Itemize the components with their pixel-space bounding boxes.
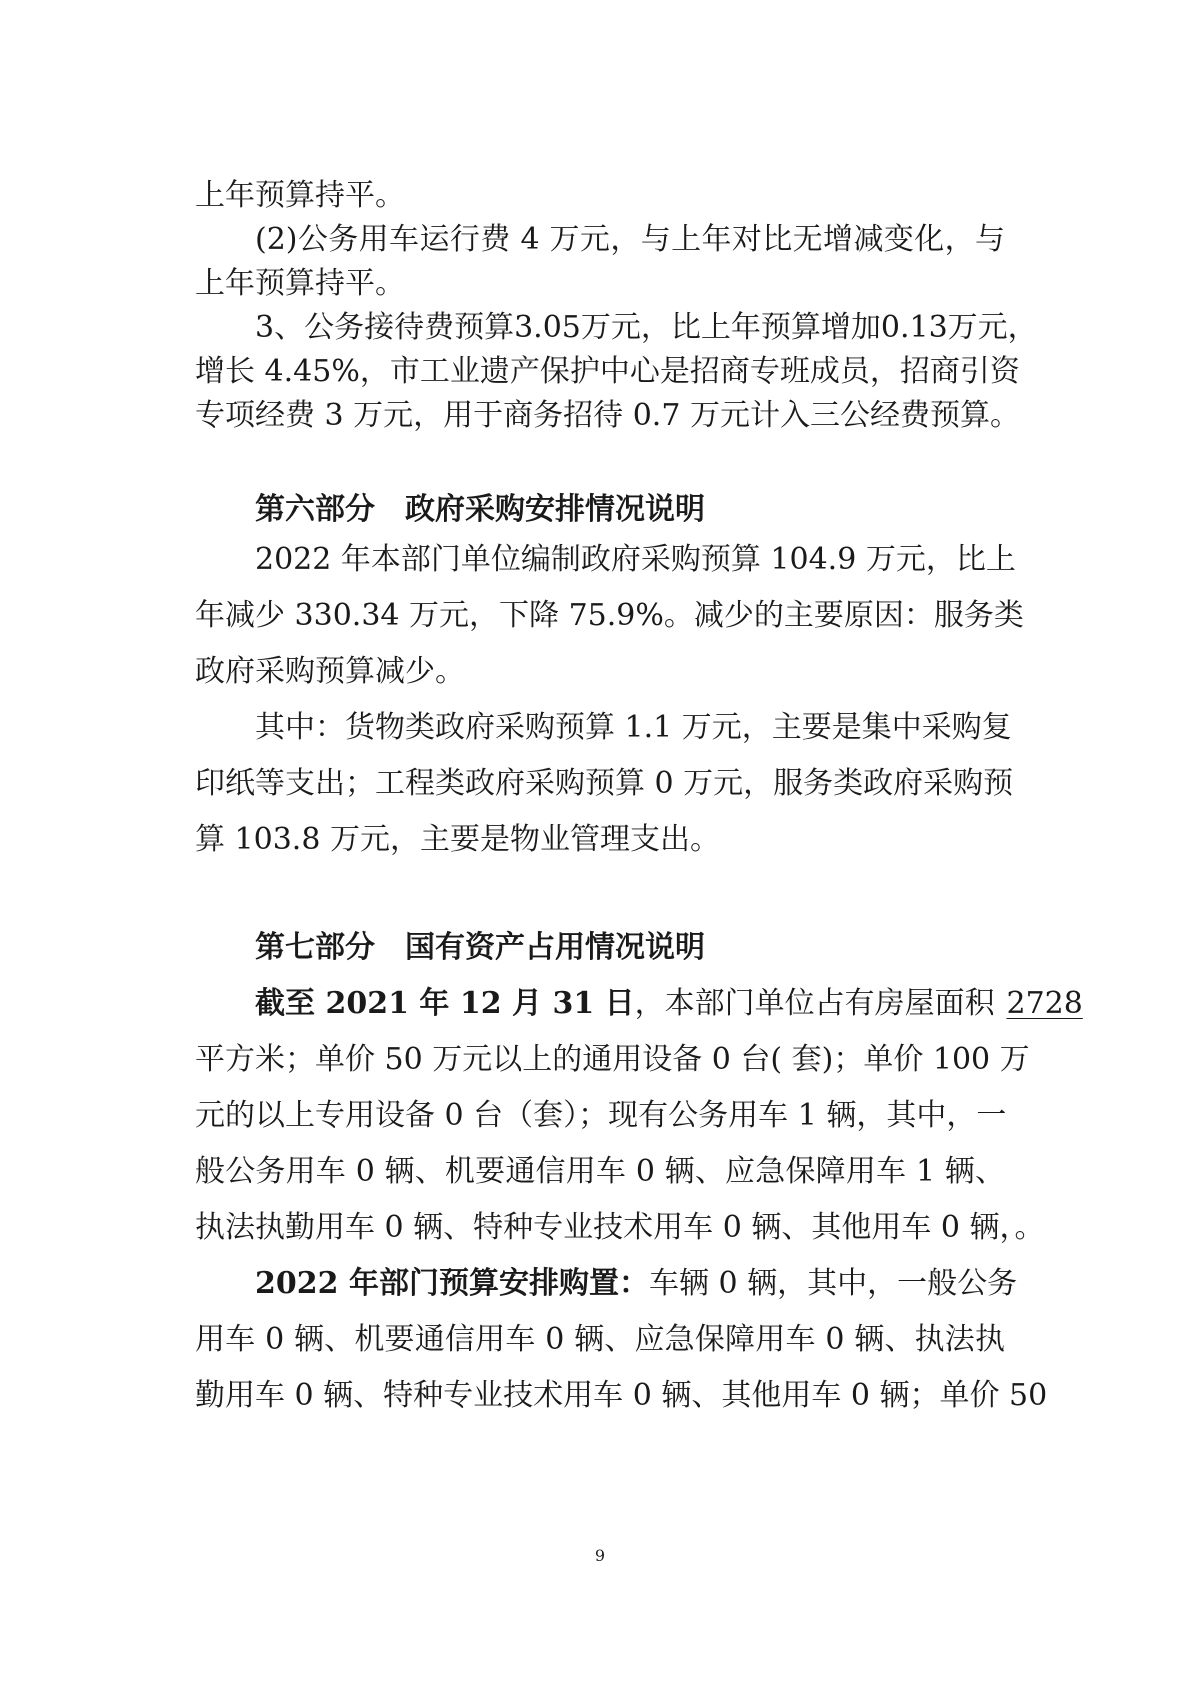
text-line: 上年预算持平。 [195, 266, 405, 301]
purchase-heading: 2022 年部门预算安排购置： [255, 1266, 649, 1301]
text-line [255, 1264, 1018, 1304]
text-line: 用车 0 辆、机要通信用车 0 辆、应急保障用车 0 辆、执法执 [195, 1322, 1005, 1357]
section-heading-7 [255, 928, 705, 968]
page-number: 9 [594, 1546, 606, 1565]
text-line: 3、公务接待费预算3.05万元，比上年预算增加0.13万元， [255, 310, 1038, 345]
text-line [255, 984, 1083, 1024]
text-line: 上年预算持平。 [195, 178, 405, 213]
section-title: 政府采购安排情况说明 [405, 492, 705, 527]
text-line: 政府采购预算减少。 [195, 654, 465, 689]
section-part-label: 第七部分 [255, 930, 375, 965]
text-line: 2022 年本部门单位编制政府采购预算 104.9 万元，比上 [255, 542, 1016, 577]
text-line: (2)公务用车运行费 4 万元，与上年对比无增减变化，与 [255, 222, 1005, 257]
date-emphasis: 截至 2021 年 12 月 31 日 [255, 986, 635, 1021]
area-value: 2728 [1006, 986, 1083, 1021]
section-heading-6 [255, 490, 705, 530]
text-line: 年减少 330.34 万元，下降 75.9%。减少的主要原因：服务类 [195, 598, 1024, 633]
text-line: 印纸等支出；工程类政府采购预算 0 万元，服务类政府采购预 [195, 766, 1014, 801]
section-title: 国有资产占用情况说明 [405, 930, 705, 965]
section-part-label: 第六部分 [255, 492, 375, 527]
text-line: 其中：货物类政府采购预算 1.1 万元，主要是集中采购复 [255, 710, 1012, 745]
text-line: 元的以上专用设备 0 台（套）；现有公务用车 1 辆，其中，一 [195, 1098, 1007, 1133]
text-line: 平方米；单价 50 万元以上的通用设备 0 台( 套)；单价 100 万 [195, 1042, 1030, 1077]
text-run: 车辆 0 辆，其中，一般公务 [648, 1266, 1018, 1301]
text-line: 算 103.8 万元，主要是物业管理支出。 [195, 822, 720, 857]
text-line: 执法执勤用车 0 辆、特种专业技术用车 0 辆、其他用车 0 辆，。 [195, 1210, 1045, 1245]
text-line: 专项经费 3 万元，用于商务招待 0.7 万元计入三公经费预算。 [195, 398, 1020, 433]
text-run: ，本部门单位占有房屋面积 [634, 986, 995, 1021]
text-line: 般公务用车 0 辆、机要通信用车 0 辆、应急保障用车 1 辆、 [195, 1154, 1005, 1189]
text-line: 增长 4.45%，市工业遗产保护中心是招商专班成员，招商引资 [195, 354, 1020, 389]
text-line: 勤用车 0 辆、特种专业技术用车 0 辆、其他用车 0 辆；单价 50 [195, 1378, 1048, 1413]
